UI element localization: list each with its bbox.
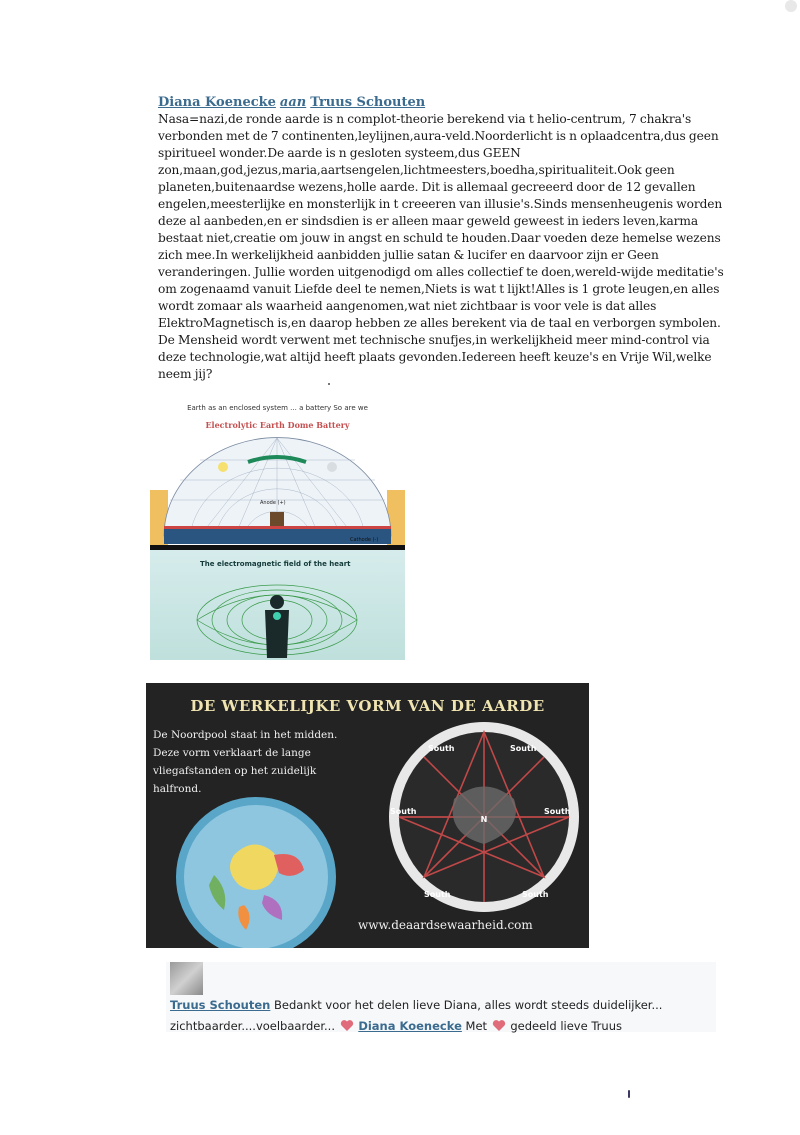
map-label-south-1: South: [428, 744, 455, 753]
post-recipient-link[interactable]: Truus Schouten: [310, 95, 426, 110]
post-connector: aan: [279, 95, 307, 110]
map-label-south-3: South: [390, 807, 417, 816]
sun-icon: [218, 462, 228, 472]
scan-artifact: [628, 1090, 630, 1098]
image-title: Electrolytic Earth Dome Battery: [205, 420, 350, 430]
banner-title: DE WERKELIJKE VORM VAN DE AARDE: [190, 697, 545, 715]
avatar[interactable]: [170, 962, 203, 995]
reply-author-link[interactable]: Diana Koenecke: [358, 1019, 462, 1033]
figure-head: [270, 595, 284, 609]
azimuthal-map: [384, 719, 584, 915]
post-header: [158, 94, 728, 111]
post: [158, 94, 728, 383]
map-label-south-5: South: [424, 890, 451, 899]
scan-artifact: [785, 0, 797, 12]
map-center-label: N: [480, 815, 488, 824]
scan-artifact: [328, 383, 330, 385]
banner-url: www.deaardsewaarheid.com: [358, 918, 533, 932]
banner-description: De Noordpool staat in het midden. Deze vorm verklaart de lange vliegafstanden op het zuidelijk halfrond.: [153, 729, 338, 795]
comment-body: Bedankt voor het delen lieve Diana, alles wordt steeds duidelijker... zichtbaarder....voelbaarder...: [170, 998, 663, 1033]
cathode-line: [164, 526, 391, 529]
heart-icon: [340, 1019, 354, 1032]
heart-field-label: The electromagnetic field of the heart: [200, 560, 351, 568]
post-body: Nasa=nazi,de ronde aarde is n complot-theorie berekend via t helio-centrum, 7 chakra's verbonden met de 7 continenten,leylijnen,aura-veld.Noorderlicht is n oplaadcentra,dus geen spiritueel wonder.De aarde is n gesloten systeem,dus GEEN zon,maan,god,jezus,maria,aartsengelen,lichtmeesters,boedha,spiritualiteit.Ook geen planeten,buitenaardse wezens,holle aarde. Dit is allemaal gecreeerd door de 12 gevallen engelen,meesterlijke en monsterlijk in t creeeren van illusie's.Sinds mensenheugenis worden deze al aanbeden,en er sindsdien is er alleen maar geweld geweest in ieders leven,karma bestaat niet,creatie om jouw in angst en schuld te houden.Daar voeden deze hemelse wezens zich mee.In werkelijkheid aanbidden jullie satan & lucifer en daarvoor zijn er Geen veranderingen. Jullie worden uitgenodigd om alles collectief te doen,wereld-wijde meditatie's om zogenaamd vanuit Liefde deel te nemen,Niets is wat t lijkt!Alles is 1 grote leugen,en alles wordt zomaar als waarheid aangenomen,wat niet zichtbaar is voor vele is dat alles ElektroMagnetisch is,en daarop hebben ze alles berekent via de taal en verborgen symbolen. De Mensheid wordt verwent met technische snufjes,in werkelijkheid meer mind-control via deze technologie,wat altijd heeft plaats gevonden.Iedereen heeft keuze's en Vrije Wil,welke neem jij?: [158, 112, 724, 381]
post-author-link[interactable]: Diana Koenecke: [158, 95, 276, 110]
heart-glow: [273, 612, 281, 620]
map-label-south-4: South: [544, 807, 571, 816]
comment: [166, 962, 716, 1032]
reply-prefix: Met: [465, 1019, 488, 1033]
dome-diagram: [150, 430, 405, 547]
flat-earth-banner-image[interactable]: [146, 683, 589, 948]
map-label-south-2: South: [510, 744, 537, 753]
comment-text: [170, 995, 710, 1037]
flat-earth-globe: [174, 795, 339, 948]
heart-field-panel: [150, 550, 405, 660]
reply-suffix: gedeeld lieve Truus: [510, 1019, 622, 1033]
heart-icon: [492, 1019, 506, 1032]
image-caption: Earth as an enclosed system ... a battery So are we: [187, 404, 368, 412]
map-label-south-6: South: [522, 890, 549, 899]
anode-label: Anode (+): [260, 500, 286, 506]
cathode-label: Cathode (-): [350, 537, 379, 543]
comment-author-link[interactable]: Truus Schouten: [170, 998, 271, 1012]
earth-dome-battery-image[interactable]: [150, 400, 405, 660]
moon-icon: [327, 462, 337, 472]
